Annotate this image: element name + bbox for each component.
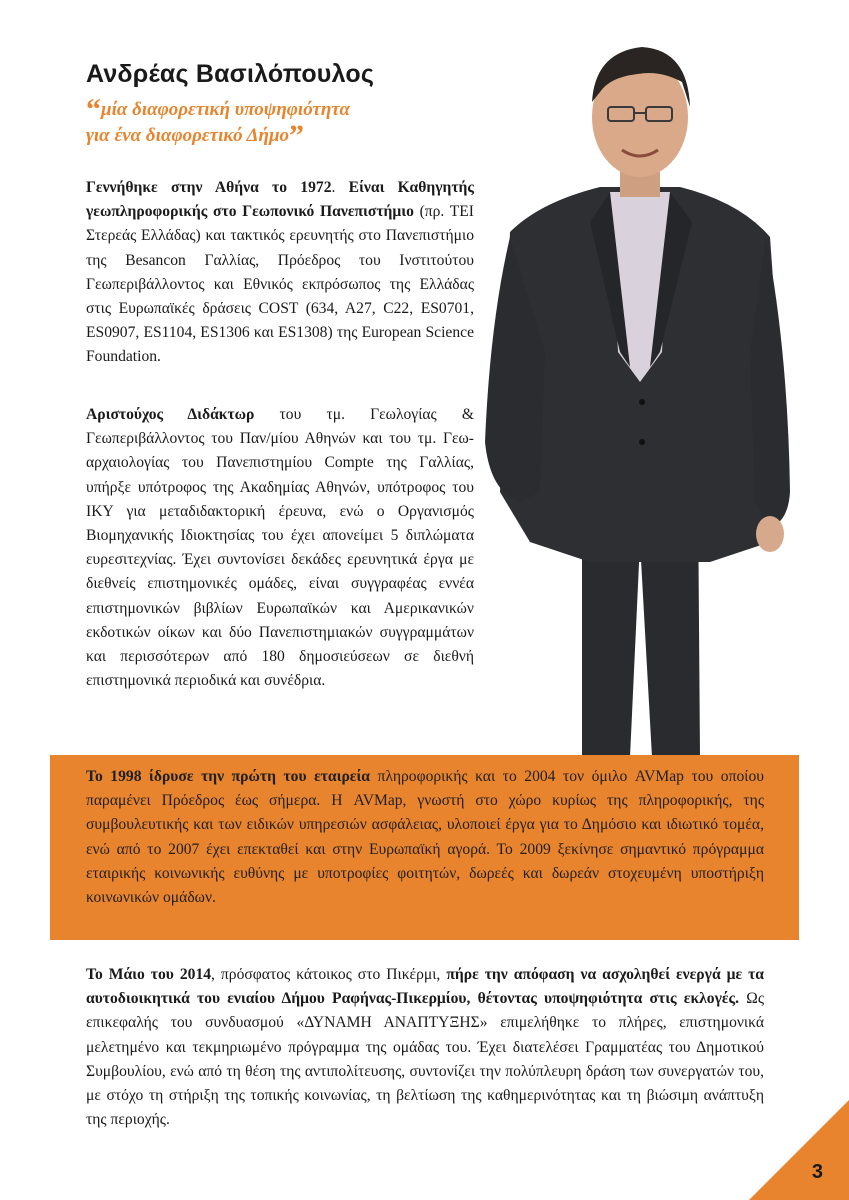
- highlight-paragraph: [86, 765, 764, 910]
- bio1-text-2: (πρ. ΤΕΙ Στερεάς Ελλάδας) και τακτικός ερευνητής στο Πανεπιστήμιο της Besancon Γαλλίας, Πρόεδρος του Ινστιτούτου Γεωπεριβάλλοντος και Εθνικός εκπρόσωπος της Ελλάδας στις Ευρωπαϊκές δράσεις COST (634, A27, C22, ES0701, ES0907, ES1104, ES1306 και ES1308) της European Science Foundation.: [86, 203, 474, 366]
- bio3-bold-2: πήρε την απόφαση να ασχοληθεί ενεργά με τα αυτοδιοικητικά του ενιαίου Δήμου Ραφήνας-Πικερμίου, θέτοντας υποψηφιότητα στις εκλογές.: [86, 966, 765, 1008]
- corner-triangle: [749, 1100, 849, 1200]
- slogan: [86, 93, 466, 152]
- bio-paragraph-2: [86, 403, 474, 693]
- quote-open: “: [86, 93, 101, 126]
- page-number: 3: [811, 1161, 823, 1183]
- slogan-line-1: [86, 93, 466, 126]
- bio2-text-1: του τμ. Γεωλογίας & Γεωπεριβάλλοντος του Παν/μίου Αθηνών και του τμ. Γεω-αρχαιολογίας του Πανεπιστημίου Compte της Γαλλίας, υπήρξε υπότροφος της Ακαδημίας Αθηνών, υπότροφος του ΙΚΥ για μεταδιδακτορική έρευνα, ενώ ο Οργανισμός Βιομηχανικής Ιδιοκτησίας του έχει απονείμει 5 διπλώματα ευρεσιτεχνίας. Έχει συντονίσει δεκάδες ερευνητικά έργα με διεθνείς επιστημονικές ομάδες, είναι συγγραφέας εννέα επιστημονικών βιβλίων Ευρωπαϊκών και Αμερικανικών εκδοτικών οίκων και δύο Πανεπιστημιακών συγγραμμάτων και περισσότερων από 180 δημοσιεύσεων σε διεθνή επιστημονικά περιοδικά και συνέδρια.: [86, 406, 474, 690]
- bio1-text-1: .: [331, 179, 349, 196]
- bio2-bold-1: Αριστούχος Διδάκτωρ: [86, 406, 255, 423]
- bio1-bold-1: Γεννήθηκε στην Αθήνα το 1972: [86, 179, 332, 196]
- quote-close: ”: [289, 119, 305, 152]
- highlight-bold-1: Το 1998 ίδρυσε την πρώτη του εταιρεία: [86, 768, 371, 785]
- highlight-text-1: πληροφορικής και το 2004 τον όμιλο AVMap του οποίου παραμένει Πρόεδρος έως σήμερα. Η AVMap, γνωστή στο χώρο κυρίως της πληροφορικής, της συμβουλευτικής και των ειδικών υπηρεσιών ασφάλειας, υλοποιεί έργα για το Δημόσιο και ιδιωτικό τομέα, ενώ από το 2007 έχει επεκταθεί και στην Ευρωπαϊκή αγορά. Το 2009 ξεκίνησε σημαντικό πρόγραμμα εταιρικής κοινωνικής ευθύνης με υποτροφίες φοιτητών, δωρεές και δωρεάν στοχευμένη υποστήριξη κοινωνικών ομάδων.: [86, 768, 764, 907]
- bio3-bold-1: Το Μάιο του 2014: [86, 966, 212, 983]
- slogan-line-1-text: μία διαφορετική υποψηφιότητα: [101, 99, 350, 120]
- bio-paragraph-1: [86, 176, 474, 370]
- bio-paragraph-3: [86, 963, 764, 1132]
- slogan-line-2-text: για ένα διαφορετικό Δήμο: [86, 125, 290, 146]
- candidate-portrait: [470, 22, 800, 757]
- bio1-bold-2: Είναι Καθηγητής γεωπληροφορικής στο Γεωπονικό Πανεπιστήμιο: [86, 179, 474, 221]
- page-title: Ανδρέας Βασιλόπουλος: [86, 60, 375, 88]
- slogan-line-2: [86, 119, 466, 152]
- bio3-text-1: , πρόσφατος κάτοικος στο Πικέρμι,: [211, 966, 447, 983]
- bio3-text-2: Ως επικεφαλής του συνδυασμού «ΔΥΝΑΜΗ ΑΝΑΠΤΥΞΗΣ» επιμελήθηκε το πλήρες, επιστημονικά μελετημένο και τεκμηριωμένο πρόγραμμα της ομάδας του. Έχει διατελέσει Γραμματέας του Δημοτικού Συμβουλίου, ενώ από τη θέση της αντιπολίτευσης, συντονίζει την πολύπλευρη δράση των συνεργατών του, με στόχο τη στήριξη της τοπικής κοινωνίας, τη βελτίωση της καθημερινότητας και τη βιώσιμη ανάπτυξη της περιοχής.: [86, 990, 764, 1129]
